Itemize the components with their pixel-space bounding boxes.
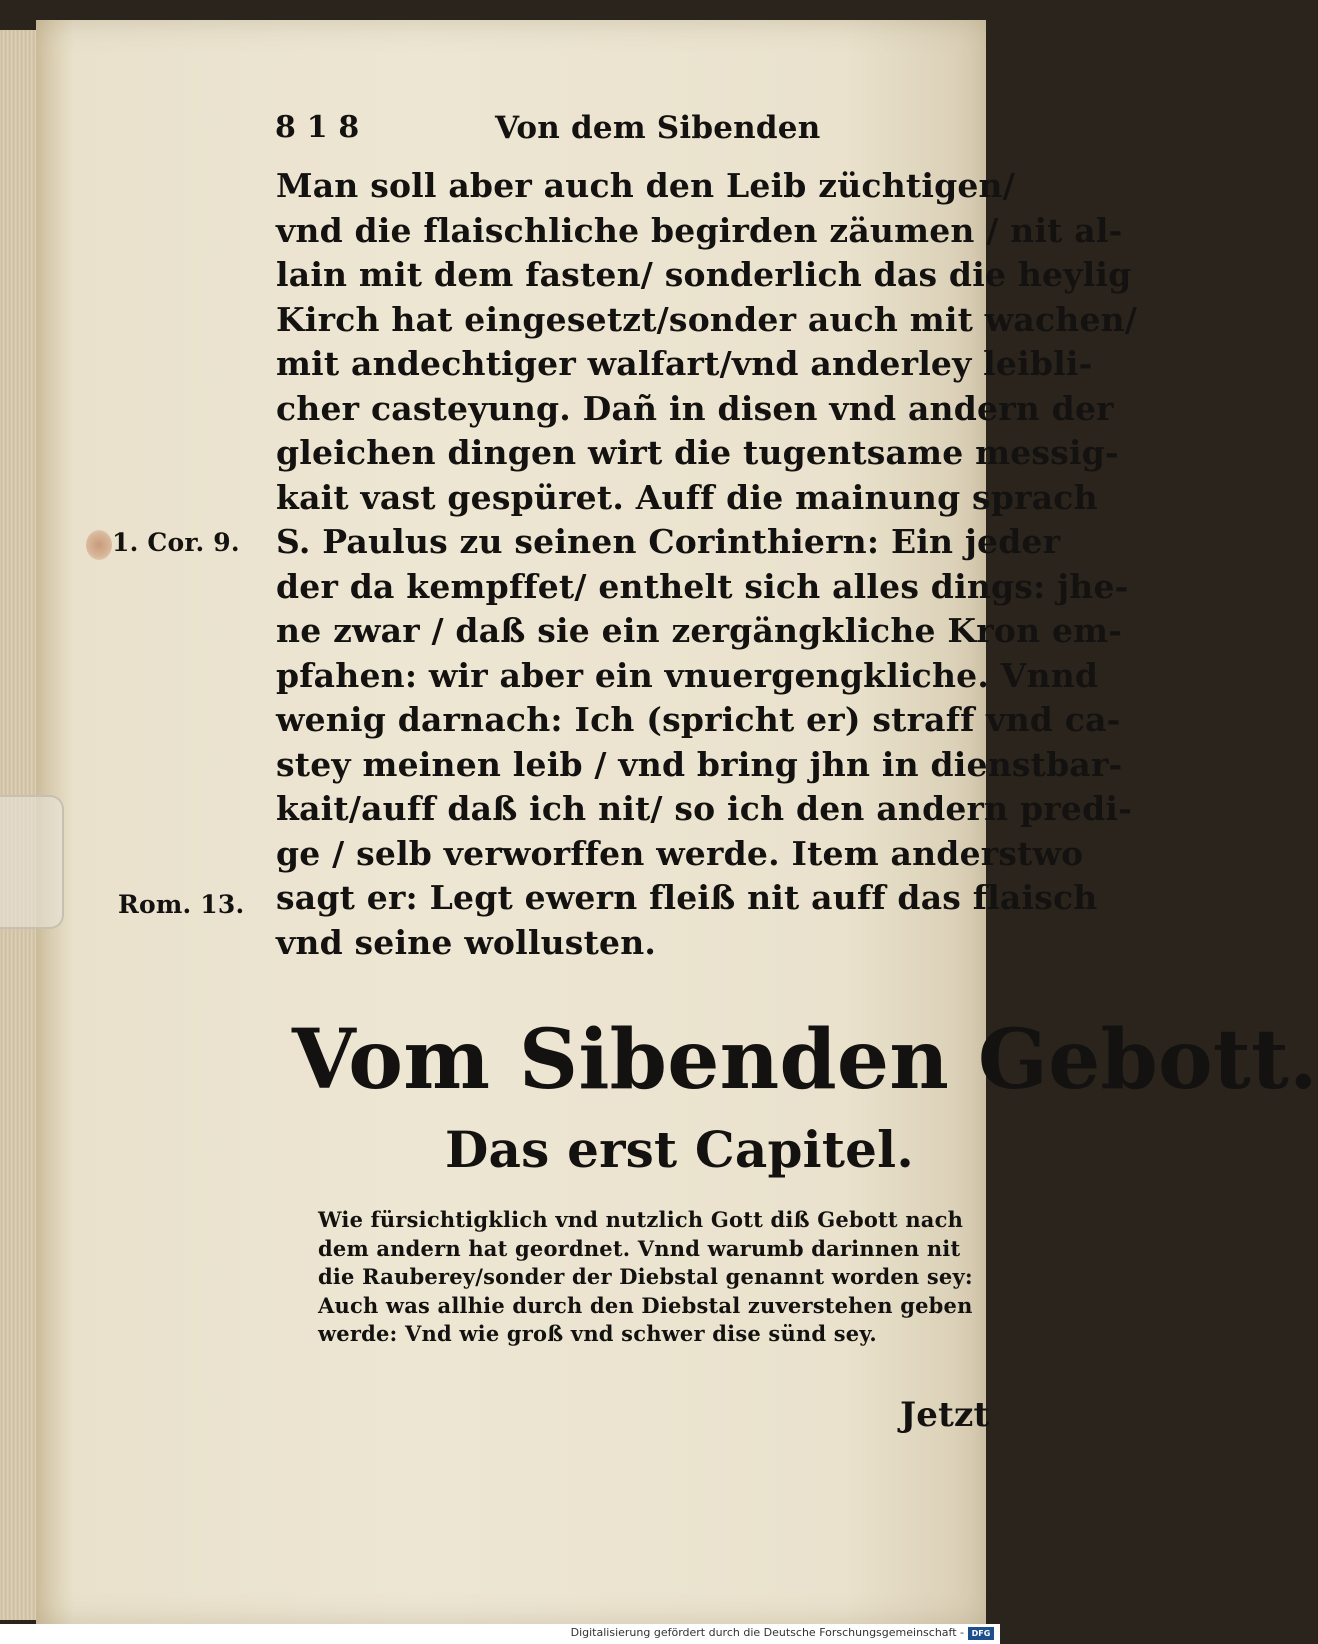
summary-line: Auch was allhie durch den Diebstal zuverstehen geben bbox=[318, 1292, 973, 1318]
book-clip bbox=[0, 795, 64, 929]
text-line: stey meinen leib / vnd bring jhn in dienstbar- bbox=[276, 744, 1123, 784]
text-line: lain mit dem fasten/ sonderlich das die heylig bbox=[276, 255, 1132, 294]
paper-stain bbox=[86, 530, 112, 560]
summary-line: die Rauberey/sonder der Diebstal genannt worden sey: bbox=[318, 1264, 973, 1289]
text-line: kait vast gespüret. Auff die mainung sprach bbox=[276, 477, 1098, 517]
text-line: der da kempffet/ enthelt sich alles dings: jhe- bbox=[276, 566, 1129, 606]
text-line: Man soll aber auch den Leib züchtigen/ bbox=[276, 166, 1015, 205]
footer-credit: Digitalisierung gefördert durch die Deutsche Forschungsgemeinschaft - bbox=[570, 1626, 964, 1639]
summary-line: dem andern hat geordnet. Vnnd warumb darinnen nit bbox=[318, 1235, 961, 1261]
text-line: wenig darnach: Ich (spricht er) straff vnd ca- bbox=[276, 700, 1121, 739]
page-header bbox=[275, 110, 935, 160]
text-line: gleichen dingen wirt die tugentsame messig- bbox=[276, 433, 1119, 472]
text-line: ne zwar / daß sie ein zergängkliche Kron em- bbox=[276, 611, 1123, 650]
footer-bar bbox=[0, 1624, 1000, 1644]
page-number: 8 1 8 bbox=[275, 110, 360, 145]
chapter-subtitle: Das erst Capitel. bbox=[445, 1120, 914, 1179]
catchword: Jetzt bbox=[900, 1395, 990, 1435]
margin-note-cor: 1. Cor. 9. bbox=[112, 528, 240, 557]
text-line: ge / selb verworffen werde. Item anderstwo bbox=[276, 833, 1084, 873]
running-head: Von dem Sibenden bbox=[495, 110, 821, 146]
text-line: vnd die flaischliche begirden zäumen / nit al- bbox=[276, 210, 1123, 250]
summary-line: werde: Vnd wie groß vnd schwer dise sünd sey. bbox=[318, 1321, 877, 1346]
text-line: mit andechtiger walfart/vnd anderley leibli- bbox=[276, 344, 1093, 383]
text-line: pfahen: wir aber ein vnuergengkliche. Vnnd bbox=[276, 655, 1099, 695]
margin-note-rom: Rom. 13. bbox=[118, 890, 245, 919]
text-line: sagt er: Legt ewern fleiß nit auff das flaisch bbox=[276, 878, 1098, 917]
summary-line: Wie fürsichtigklich vnd nutzlich Gott diß Gebott nach bbox=[318, 1207, 964, 1232]
text-line: Kirch hat eingesetzt/sonder auch mit wachen/ bbox=[276, 299, 1138, 339]
text-line: S. Paulus zu seinen Corinthiern: Ein jeder bbox=[276, 522, 1061, 561]
body-text bbox=[276, 164, 1138, 965]
chapter-summary bbox=[318, 1206, 973, 1349]
text-line: kait/auff daß ich nit/ so ich den andern predi- bbox=[276, 789, 1132, 828]
text-line: cher casteyung. Dañ in disen vnd andern der bbox=[276, 388, 1114, 428]
chapter-title: Vom Sibenden Gebott. bbox=[292, 1012, 1318, 1108]
dfg-logo: DFG bbox=[968, 1627, 994, 1640]
text-line: vnd seine wollusten. bbox=[276, 922, 657, 962]
